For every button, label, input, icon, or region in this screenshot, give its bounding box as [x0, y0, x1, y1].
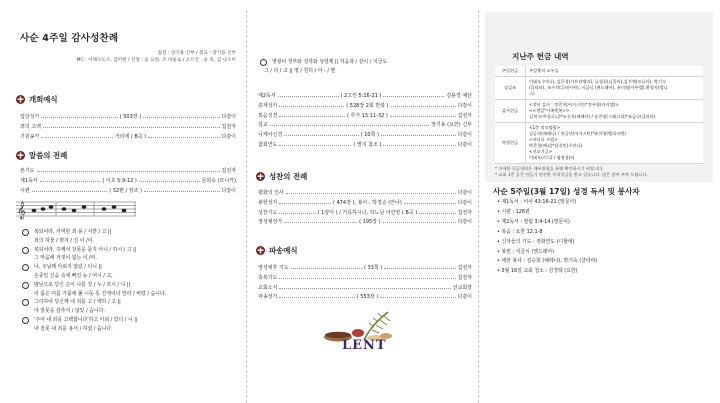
offering-row: [495, 77, 703, 100]
offering-line: <1층 리모델링>: [529, 125, 561, 130]
offering-notes: [495, 166, 707, 178]
order-row: [258, 139, 472, 149]
minister-line-1: 집전 : 장기용 신부 / 설교 : 장기용 신부: [157, 51, 236, 56]
gloria-patri: [260, 58, 387, 76]
order-detail: ( 553장 ): [356, 294, 379, 301]
order-row: [258, 101, 472, 111]
order-row: [258, 273, 472, 283]
order-row: [258, 130, 472, 140]
order-label: 니케아신경: [258, 132, 283, 139]
leader-dots: [391, 106, 456, 107]
order-detail: 거리에 ( B곡 ): [114, 133, 147, 140]
bullet-dot: •: [497, 218, 502, 225]
leader-dots: [270, 125, 429, 126]
psalm-verse: [22, 263, 236, 281]
order-row: [20, 122, 236, 132]
offering-type: 십일조: [495, 77, 526, 100]
response-marker: [22, 229, 29, 236]
order-performer: 다같이: [221, 187, 236, 194]
order-detail: ( 2고린 5:16-21 ): [340, 93, 382, 100]
leader-dots: [279, 145, 351, 146]
order-label: 층계성가: [258, 103, 278, 110]
response-marker: [22, 299, 29, 306]
order-detail: ( 503장 ): [119, 114, 142, 121]
order-performer: 김용경 예단: [446, 93, 473, 100]
lent-label: LENT: [342, 338, 387, 353]
order-performer: 다같이: [457, 141, 473, 148]
offering-row: [495, 66, 703, 77]
middle-column: [256, 0, 472, 403]
bullet-dot: •: [497, 208, 502, 215]
schedule-heading: 사순 5주일(3월 17일) 성경 독서 및 봉사자: [493, 187, 640, 196]
response-marker: [22, 282, 29, 289]
psalm-verse: [22, 281, 236, 299]
leader-dots: [284, 135, 359, 136]
offering-donors: [526, 123, 704, 164]
offering-note: * 자세한 헌금내역은 재무위원을 통해 확인하시기 바랍니다.: [495, 166, 604, 171]
order-row: [258, 198, 472, 208]
order-label: 파송성가: [258, 294, 278, 301]
psalm-line: 그 마음에 거짓이 없는 이 /여.: [34, 255, 97, 262]
order-row: [258, 207, 472, 217]
schedule-text: 봉헌 : 지금식 (헨드레아): [501, 248, 555, 255]
order-detail: ( 528장 2회 반복 ): [346, 103, 389, 110]
page-title: 사순 4주일 감사성찬례: [20, 33, 119, 44]
cross-icon: [16, 151, 25, 160]
offering-line: 이태오 (이디), 김은경(가브리엘라), 류형호(니콜라),김선채(모니카), 박기숙: [529, 79, 666, 84]
order-performer: 집전자: [457, 209, 473, 216]
leader-dots: [384, 268, 455, 269]
order-label: 설교: [258, 122, 268, 129]
leader-dots: [40, 181, 101, 182]
leader-dots: [41, 137, 112, 138]
order-detail: ( 10쪽 ): [360, 132, 379, 139]
gloria-line-2: 그 / 리 / 고 || 영 / 원히 / 아 - / 멘: [264, 67, 336, 74]
psalm-line: 이 몸은 여름 가뭄에 풀 시듯 뜻 진액이다 말라 / 버렸 / 습니다.: [34, 290, 167, 297]
order-detail: ( 루가 15:11-32 ): [346, 112, 388, 119]
leader-dots: [279, 297, 354, 298]
leader-dots: [284, 222, 357, 223]
section-eucharist: [256, 171, 307, 182]
order-performer: 문희숙 (모니카): [201, 178, 237, 185]
schedule-text: 신자들의 기도 : 장화연도 (디항애): [501, 238, 575, 245]
section-title: 개회예식: [29, 95, 58, 104]
leader-dots: [279, 106, 344, 107]
order-row: [20, 166, 236, 176]
order-row: [258, 263, 472, 273]
opening-list: [20, 112, 236, 141]
offering-type: 주일헌금: [495, 66, 526, 77]
schedule-item: [497, 208, 713, 218]
psalm-verses: [22, 228, 236, 334]
offering-line: 김승희(헤레나) / 한금년(어거스틴)*윤미영(엘리자벳): [529, 131, 626, 136]
psalm-verse: [22, 316, 236, 334]
response-marker: [22, 247, 29, 254]
offering-donors: [526, 100, 704, 123]
word-list: [20, 166, 236, 195]
order-label: 시편: [20, 187, 30, 194]
schedule-text: 애찬 봉사 : 김승희 (헤레나), 박기숙 (클라라): [501, 258, 598, 265]
order-detail: ( 별지 참조 ): [353, 141, 382, 148]
order-detail: ( 474장 ), 봉사 : 박경순 (안나): [333, 200, 402, 207]
order-row: [20, 176, 236, 186]
psalm-line: 내 잘못을 감추지 / 않았 / 습니다.: [34, 308, 105, 315]
cross-icon: [256, 172, 265, 181]
psalm-line: 복되어라, 주께서 잘못을 묻지 아니 / 하시 / 고 ||: [34, 246, 137, 253]
offering-donors: [526, 66, 704, 77]
offering-line: 주일출석 교우들: [529, 68, 559, 73]
order-label: 교회소식: [258, 284, 278, 291]
order-row: [258, 217, 472, 227]
order-performer: 집전자: [457, 265, 473, 272]
leader-dots: [279, 203, 331, 204]
section-title: 성찬의 전례: [269, 172, 308, 181]
leader-dots: [279, 116, 345, 117]
cross-icon: [16, 95, 25, 104]
bullet-dot: •: [497, 248, 502, 255]
offering-line: 박준형(베실)*윤석민(수잔나): [529, 143, 583, 148]
order-performer: 다같이: [457, 219, 472, 226]
order-detail: ( 32편 / 장조 ): [109, 187, 142, 194]
leader-dots: [37, 171, 220, 172]
psalm-verse: [22, 228, 236, 246]
order-performer: 다같이: [457, 103, 473, 110]
order-detail: ( 이호 5:9-12 ): [102, 178, 137, 185]
offering-type: 감사헌금: [495, 100, 526, 123]
minister-line-2: MC : 이태오도르, 김미현 / 선창 : 윤 요한, 조 바울로 / 오르간 : 윤 옥, 김 나오미: [76, 58, 236, 63]
order-detail: ( 1양식 ) / 거룩하시다, 하느님 어린양 ( B곡 ): [317, 209, 418, 216]
leader-dots: [32, 191, 108, 192]
offering-type: 특별헌금: [495, 123, 526, 164]
response-marker: [22, 264, 29, 271]
leader-dots: [41, 117, 117, 118]
order-label: 평화의 인사: [258, 190, 284, 197]
order-label: 죄의 고백: [20, 124, 41, 131]
order-label: 축복기도: [258, 275, 278, 282]
offering-line: 스): [529, 91, 535, 96]
order-label: 제2독서: [258, 93, 276, 100]
order-row: [258, 91, 472, 101]
schedule-text: 복음 : 요한 12:1-8: [501, 228, 543, 235]
psalm-line: '주여 내 죄를 고백합니다'하고 아뢰 / 었더 / 니 ||: [34, 316, 138, 323]
psalm-line: 나, 주님께 아뢰지 않았 / 더니 ||: [34, 264, 102, 271]
schedule-text: 제1독서 : 이사 43:16-21 (말문이): [501, 199, 577, 205]
schedule-item: [497, 198, 713, 208]
psalm-line: 그리하여 당신께 내 죄를 고 / 백하 / 고 ||: [34, 299, 121, 306]
order-label: 성찬기도: [258, 209, 278, 216]
order-label: 영성체후 기도: [258, 265, 289, 272]
offering-line: <<생일*가족축복>>: [529, 108, 570, 113]
section-title: 파송예식: [269, 246, 298, 255]
section-title: 말씀의 전례: [29, 151, 68, 160]
schedule-item: [497, 257, 713, 267]
leader-dots: [139, 181, 200, 182]
offering-row: [495, 123, 703, 164]
schedule-text: 3월 16일 교회 청소 : 김경택 (요한): [501, 268, 578, 275]
order-row: [20, 185, 236, 195]
order-performer: 다같이: [221, 114, 237, 121]
order-row: [258, 188, 472, 198]
leader-dots: [383, 222, 456, 223]
bullet-dot: •: [497, 268, 502, 275]
leader-dots: [380, 297, 455, 298]
schedule-item: [497, 267, 713, 277]
section-word: [16, 150, 67, 161]
bullet-dot: •: [497, 238, 502, 245]
bullet-dot: •: [497, 258, 502, 265]
leader-dots: [390, 116, 456, 117]
offering-line: 김혁수(아폴로니)*조선자(레베카) / 송준영(그레고리)*조금숙(클라라): [529, 114, 656, 119]
leader-dots: [148, 137, 219, 138]
right-column: [485, 0, 713, 403]
order-performer: 집전자: [221, 124, 236, 131]
leader-dots: [43, 127, 220, 128]
leader-dots: [278, 96, 339, 97]
order-row: [20, 112, 236, 122]
section-dismissal: [256, 245, 298, 256]
order-row: [258, 120, 472, 130]
schedule-list: [497, 198, 713, 277]
offering-line: (클라라), 조수희(루테시아), 지금식 (헨드레아), 윤미영(사무엘),황정자(엘니: [529, 85, 668, 90]
response-marker: [22, 317, 29, 324]
bullet-dot: •: [497, 228, 502, 235]
dismissal-list: [258, 263, 472, 302]
order-performer: 다같이: [221, 133, 236, 140]
leader-dots: [144, 191, 220, 192]
order-performer: 다같이: [457, 132, 472, 139]
eucharist-list: [258, 188, 472, 227]
bullet-dot: •: [497, 199, 502, 205]
offering-heading: 지난주 헌금 내역: [512, 52, 569, 61]
column-divider: [246, 10, 247, 403]
svg-text:𝄞: 𝄞: [17, 201, 26, 219]
leader-dots: [419, 213, 455, 214]
psalm-verse: [22, 298, 236, 316]
schedule-item: [497, 218, 713, 228]
column-divider: [478, 10, 479, 403]
offering-line: <선교기금>: [529, 149, 553, 154]
leader-dots: [404, 203, 456, 204]
order-label: 기원송가: [20, 133, 40, 140]
schedule-item: [497, 248, 713, 258]
offering-note: * 교회 1층 공간 만들기 관련한 목적헌금을 받고 있습니다. 많은 참여 부탁 드립니다.: [495, 172, 648, 177]
offering-grid: [495, 66, 703, 164]
psalm-line: 밤낮으로 당신 손이 나를 짓 / 누 / 르시 / 니 ||: [34, 281, 131, 288]
offering-donors: [526, 77, 704, 100]
leader-dots: [383, 96, 444, 97]
psalm-line: 내 잘못 내 죄를 용서 / 하셨 / 습니다.: [34, 325, 113, 332]
order-performer: 다같이: [457, 200, 473, 207]
order-detail: ( 33쪽 ): [363, 265, 383, 272]
offering-line: <바다요 사업>: [529, 137, 558, 142]
psalm-verse: [22, 246, 236, 264]
psalm-line: 죄의 허물 / 벗겨 / 진 이 /여.: [34, 237, 94, 244]
order-performer: 집전자: [457, 275, 472, 282]
leader-dots: [279, 288, 450, 289]
cross-icon: [256, 246, 265, 255]
psalm-line: 온종일 신음 속에 빠진 뉴 / 어니 / 고,: [34, 272, 113, 279]
response-marker: [260, 59, 267, 66]
offering-line: <장년 감사 : 정준희(어거스틴)*정우영(미카엘)>: [529, 102, 619, 107]
order-detail: ( 195장 ): [359, 219, 381, 226]
order-row: [258, 110, 472, 120]
gloria-line-1: 영광이 성부와 성자와 성령께 || 처음과 / 같이 / 지금도: [272, 59, 388, 65]
leader-dots: [286, 193, 456, 194]
schedule-item: [497, 228, 713, 238]
offering-line: 이태오(미디) / 염정섭(바: [529, 155, 575, 160]
psalm-line: 복되어라, 거역한 죄 용 / 서받 / 고 ||: [34, 229, 112, 235]
leader-dots: [291, 268, 362, 269]
schedule-text: 제2독서 : 필립 3:4-14 (말문이): [501, 218, 570, 225]
order-label: 참회연도: [258, 141, 278, 148]
order-label: 본기도: [20, 168, 35, 175]
order-label: 봉헌성가: [258, 200, 278, 207]
schedule-text: 시편 : 126편: [501, 208, 530, 215]
leader-dots: [383, 145, 455, 146]
order-row: [20, 131, 236, 141]
readings-list: [258, 91, 472, 149]
offering-table: [495, 66, 703, 164]
left-column: [16, 0, 236, 403]
leader-dots: [279, 213, 315, 214]
order-performer: 집전자: [221, 168, 236, 175]
order-performer: 선교회장: [452, 284, 472, 291]
minister-info: [16, 50, 236, 64]
psalm-music-staff: [16, 198, 136, 220]
section-opening: [16, 94, 58, 105]
order-label: 입당성가: [20, 114, 40, 121]
order-row: [258, 292, 472, 302]
order-performer: 집전자: [457, 112, 473, 119]
leader-dots: [279, 278, 455, 279]
order-performer: 다같이: [457, 190, 472, 197]
order-label: 영성체성가: [258, 219, 283, 226]
order-label: 제1독서: [20, 178, 38, 185]
order-label: 복음성경: [258, 112, 278, 119]
leader-dots: [143, 117, 219, 118]
offering-row: [495, 100, 703, 123]
order-performer: 다같이: [457, 294, 473, 301]
order-performer: 장기용 (요한) 신부: [431, 122, 472, 129]
schedule-item: [497, 238, 713, 248]
order-row: [258, 282, 472, 292]
leader-dots: [381, 135, 456, 136]
